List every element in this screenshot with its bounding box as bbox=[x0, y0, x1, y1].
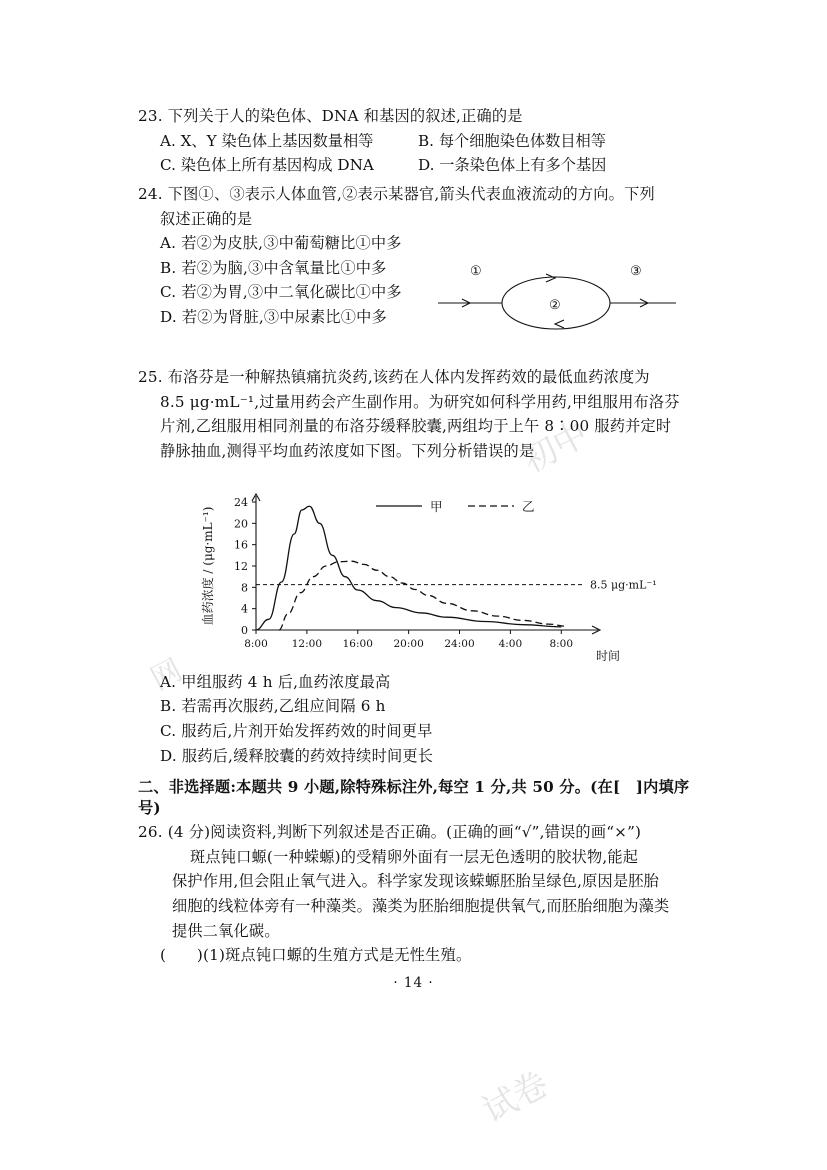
svg-text:乙: 乙 bbox=[522, 498, 535, 514]
watermark-2: 网 bbox=[145, 652, 189, 698]
svg-text:②: ② bbox=[549, 298, 561, 314]
q23-option-row-1 bbox=[138, 129, 698, 154]
question-23 bbox=[138, 104, 698, 178]
section-2-heading: 二、非选择题:本题共 9 小题,除特殊标注外,每空 1 分,共 50 分。(在[ ]内填序号) bbox=[138, 778, 690, 818]
watermark-3: 试卷 bbox=[476, 1063, 556, 1132]
q26-paragraph-line-4: 提供二氧化碳。 bbox=[172, 921, 280, 940]
q23-option-a: A. X、Y 染色体上基因数量相等 bbox=[160, 131, 374, 150]
svg-text:4: 4 bbox=[241, 602, 248, 616]
question-25 bbox=[138, 365, 698, 768]
svg-text:4:00: 4:00 bbox=[498, 637, 523, 650]
q25-option-b: B. 若需再次服药,乙组应间隔 6 h bbox=[160, 697, 386, 716]
svg-text:20: 20 bbox=[234, 516, 248, 530]
svg-text:甲: 甲 bbox=[430, 498, 443, 514]
svg-text:8: 8 bbox=[241, 580, 248, 594]
q25-option-a: A. 甲组服药 4 h 后,血药浓度最高 bbox=[160, 672, 391, 691]
q25-option-c: C. 服药后,片剂开始发挥药效的时间更早 bbox=[160, 721, 433, 740]
question-24 bbox=[138, 182, 698, 361]
svg-text:①: ① bbox=[470, 264, 482, 280]
q26-paragraph-line-1: 斑点钝口螈(一种蝾螈)的受精卵外面有一层无色透明的胶状物,能起 bbox=[190, 847, 639, 866]
q23-option-d: D. 一条染色体上有多个基因 bbox=[418, 156, 607, 175]
q26-paragraph-line-3: 细胞的线粒体旁有一种藻类。藻类为胚胎细胞提供氧气,而胚胎细胞为藻类 bbox=[172, 897, 670, 915]
svg-text:12: 12 bbox=[234, 559, 248, 573]
svg-text:24: 24 bbox=[234, 495, 248, 509]
q24-body bbox=[138, 231, 698, 361]
svg-text:时间: 时间 bbox=[596, 648, 621, 663]
q24-option-b: B. 若②为脑,③中含氧量比①中多 bbox=[160, 258, 387, 277]
q23-stem: 23. 下列关于人的染色体、DNA 和基因的叙述,正确的是 bbox=[138, 107, 523, 125]
svg-text:8:00: 8:00 bbox=[549, 637, 574, 650]
svg-text:16:00: 16:00 bbox=[342, 637, 373, 650]
q24-blood-vessel-diagram bbox=[432, 241, 682, 361]
q25-option-d: D. 服药后,缓释胶囊的药效持续时间更长 bbox=[160, 746, 434, 765]
question-26 bbox=[138, 820, 698, 968]
svg-text:8.5 μg·mL⁻¹: 8.5 μg·mL⁻¹ bbox=[590, 578, 657, 592]
watermark-1: 初中 bbox=[516, 413, 596, 482]
q25-stem-line-4: 静脉抽血,测得平均血药浓度如下图。下列分析错误的是 bbox=[160, 442, 535, 460]
blood-drug-concentration-chart bbox=[138, 468, 698, 668]
q25-stem-line-1: 25. 布洛芬是一种解热镇痛抗炎药,该药在人体内发挥药效的最低血药浓度为 bbox=[138, 368, 650, 387]
page-number: · 14 · bbox=[393, 975, 434, 991]
q25-stem-line-3: 片剂,乙组服用相同剂量的布洛芬缓释胶囊,两组均于上午 8∶00 服药并定时 bbox=[160, 417, 672, 436]
page-content bbox=[138, 104, 698, 972]
svg-text:8:00: 8:00 bbox=[244, 637, 268, 650]
svg-text:12:00: 12:00 bbox=[291, 637, 323, 650]
q23-option-row-2 bbox=[138, 153, 698, 178]
svg-text:16: 16 bbox=[234, 538, 248, 552]
q26-paragraph-line-2: 保护作用,但会阻止氧气进入。科学家发现该蝾螈胚胎呈绿色,原因是胚胎 bbox=[172, 872, 660, 891]
svg-text:20:00: 20:00 bbox=[393, 637, 424, 650]
q26-sub-item-1: ( )(1)斑点钝口螈的生殖方式是无性生殖。 bbox=[160, 946, 472, 965]
q24-option-c: C. 若②为胃,③中二氧化碳比①中多 bbox=[160, 283, 402, 302]
q26-stem: 26. (4 分)阅读资料,判断下列叙述是否正确。(正确的画“√”,错误的画“×”) bbox=[138, 823, 642, 842]
svg-text:血药浓度 / (μg·mL⁻¹): 血药浓度 / (μg·mL⁻¹) bbox=[201, 506, 215, 626]
q24-option-a: A. 若②为皮肤,③中葡萄糖比①中多 bbox=[160, 234, 402, 253]
q23-option-b: B. 每个细胞染色体数目相等 bbox=[418, 131, 606, 150]
svg-text:24:00: 24:00 bbox=[444, 637, 475, 650]
q24-stem-line-2: 叙述正确的是 bbox=[160, 209, 253, 228]
q24-options bbox=[138, 231, 428, 330]
svg-text:0: 0 bbox=[241, 623, 248, 637]
q23-option-c: C. 染色体上所有基因构成 DNA bbox=[160, 156, 374, 175]
q24-stem-line-1: 24. 下图①、③表示人体血管,②表示某器官,箭头代表血液流动的方向。下列 bbox=[138, 184, 655, 203]
q25-stem-line-2: 8.5 μg·mL⁻¹,过量用药会产生副作用。为研究如何科学用药,甲组服用布洛芬 bbox=[160, 392, 680, 411]
q24-option-d: D. 若②为肾脏,③中尿素比①中多 bbox=[160, 308, 387, 326]
svg-text:③: ③ bbox=[630, 264, 642, 280]
